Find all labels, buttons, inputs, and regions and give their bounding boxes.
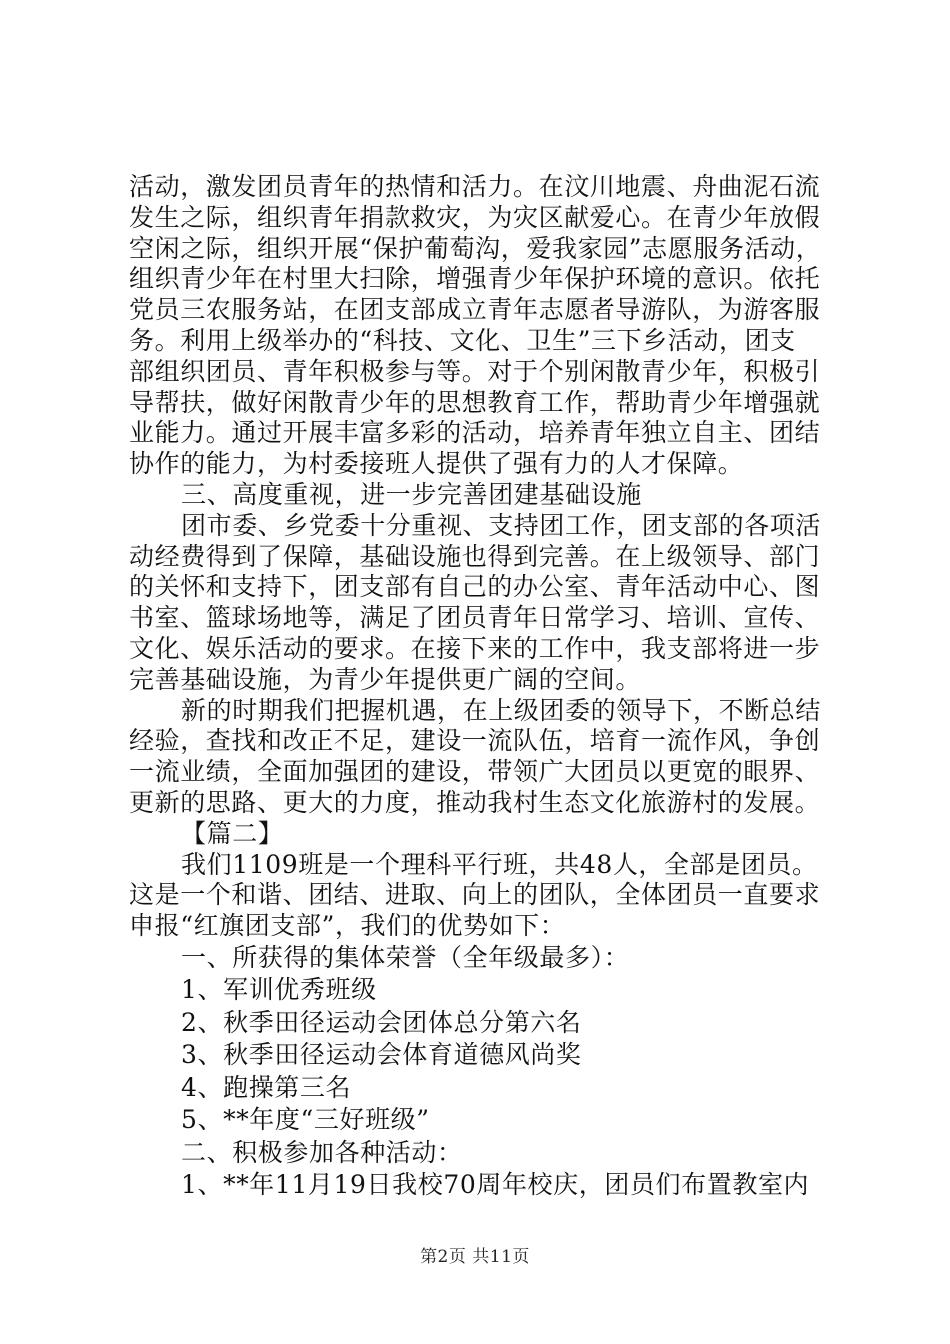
text-line: 经验，查找和改正不足，建设一流队伍，培育一流作风，争创 xyxy=(129,726,821,756)
text-line: 这是一个和谐、团结、进取、向上的团队，全体团员一直要求 xyxy=(129,880,821,910)
text-line: 新的时期我们把握机遇，在上级团委的领导下，不断总结 xyxy=(181,695,822,725)
text-line: 团市委、乡党委十分重视、支持团工作，团支部的各项活 xyxy=(181,510,822,540)
text-line: 党员三农服务站，在团支部成立青年志愿者导游队，为游客服 xyxy=(129,295,821,325)
text-line: 的关怀和支持下，团支部有自己的办公室、青年活动中心、图 xyxy=(129,572,821,602)
section-marker: 【篇二】 xyxy=(181,818,284,848)
text-line: 务。利用上级举办的“科技、文化、卫生”三下乡活动，团支 xyxy=(129,325,796,355)
text-line: 文化、娱乐活动的要求。在接下来的工作中，我支部将进一步 xyxy=(129,633,821,663)
list-heading: 二、积极参加各种活动： xyxy=(181,1137,463,1167)
text-line: 书室、篮球场地等，满足了团员青年日常学习、培训、宣传、 xyxy=(129,603,821,633)
text-line: 空闲之际，组织开展“保护葡萄沟，爱我家园”志愿服务活动， xyxy=(129,233,822,263)
text-line: 一流业绩，全面加强团的建设，带领广大团员以更宽的眼界、 xyxy=(129,757,821,787)
section-heading: 三、高度重视，进一步完善团建基础设施 xyxy=(181,479,642,509)
list-item: 5、**年度“三好班级” xyxy=(181,1105,430,1135)
text-line: 业能力。通过开展丰富多彩的活动，培养青年独立自主、团结 xyxy=(129,418,821,448)
text-line: 部组织团员、青年积极参与等。对于个别闲散青少年，积极引 xyxy=(129,356,821,386)
list-item: 4、跑操第三名 xyxy=(181,1072,352,1102)
text-line: 申报“红旗团支部”，我们的优势如下： xyxy=(129,911,566,941)
document-body xyxy=(129,172,839,1202)
list-heading: 一、所获得的集体荣誉（全年级最多）： xyxy=(181,942,630,972)
text-block-main xyxy=(129,172,839,942)
text-line: 协作的能力，为村委接班人提供了强有力的人才保障。 xyxy=(129,449,744,479)
list-item: 3、秋季田径运动会体育道德风尚奖 xyxy=(181,1040,582,1070)
page-number-footer: 第2页 共11页 xyxy=(420,1247,530,1267)
list-block xyxy=(129,942,839,1202)
list-item: 1、军训优秀班级 xyxy=(181,975,377,1005)
list-item: 1、**年11月19日我校70周年校庆，团员们布置教室内 xyxy=(181,1170,810,1200)
list-item: 2、秋季田径运动会团体总分第六名 xyxy=(181,1007,582,1037)
text-line: 导帮扶，做好闲散青少年的思想教育工作，帮助青少年增强就 xyxy=(129,387,821,417)
text-line: 动经费得到了保障，基础设施也得到完善。在上级领导、部门 xyxy=(129,541,821,571)
text-line: 发生之际，组织青年捐款救灾，为灾区献爱心。在青少年放假 xyxy=(129,202,821,232)
text-line: 我们1109班是一个理科平行班，共48人，全部是团员。 xyxy=(181,849,818,879)
text-line: 活动，激发团员青年的热情和活力。在汶川地震、舟曲泥石流 xyxy=(129,172,821,201)
text-line: 完善基础设施，为青少年提供更广阔的空间。 xyxy=(129,664,642,694)
text-line: 组织青少年在村里大扫除，增强青少年保护环境的意识。依托 xyxy=(129,264,821,294)
text-line: 更新的思路、更大的力度，推动我村生态文化旅游村的发展。 xyxy=(129,787,821,817)
